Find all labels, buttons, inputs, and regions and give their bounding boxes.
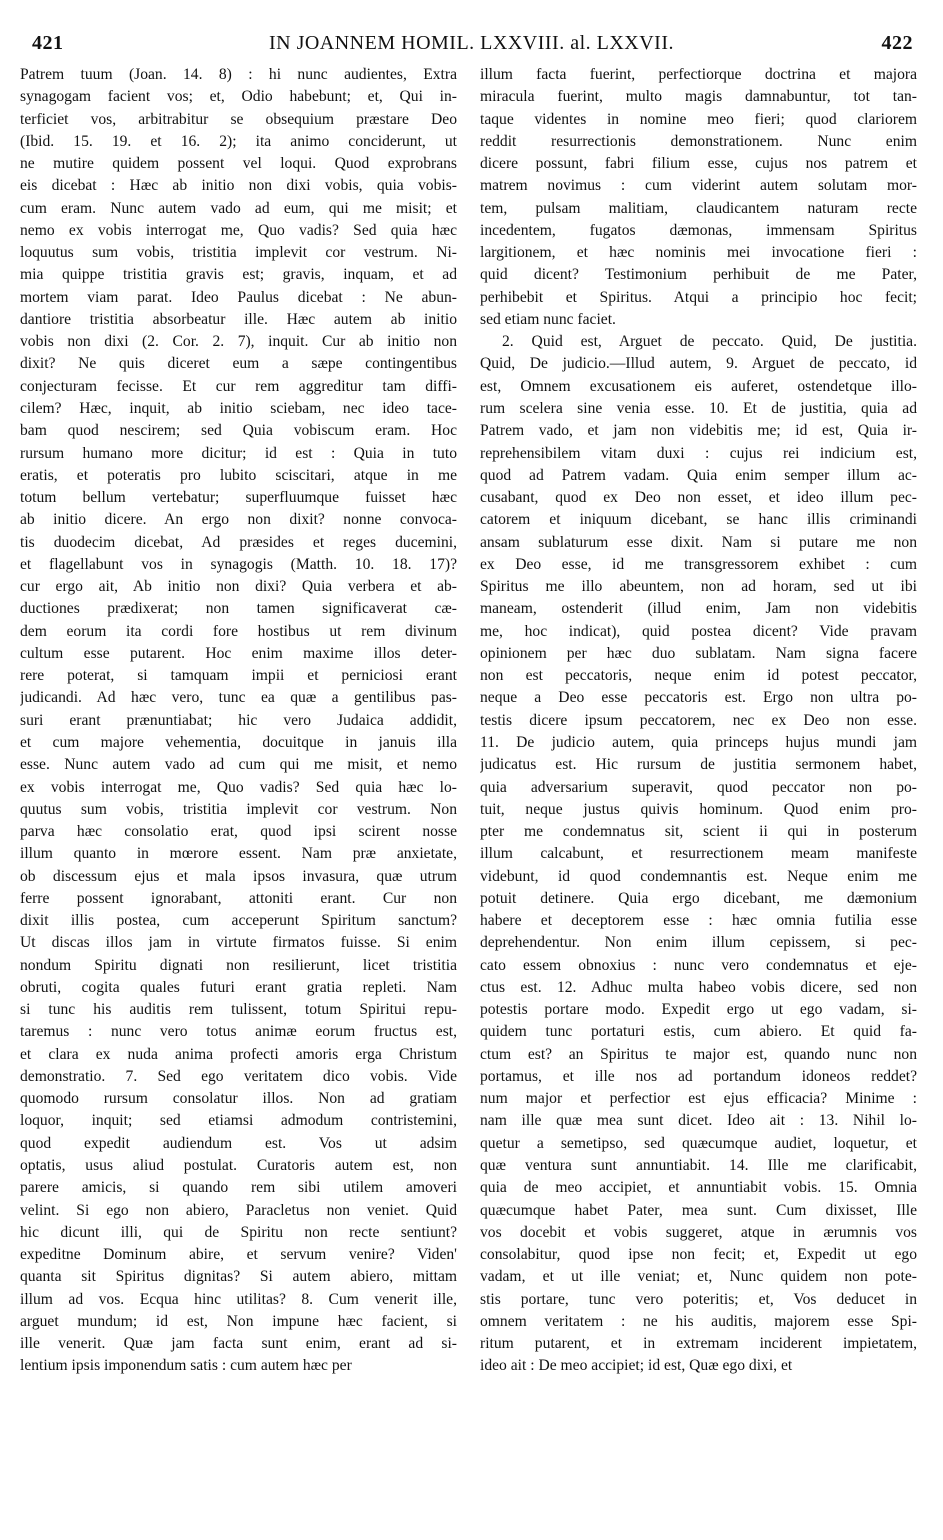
text-line: quia de meo accipiet, et annuntiabit vobis. 15. Omnia	[480, 1179, 917, 1197]
text-line: largitionem, et hæc nominis mei invocatione fieri :	[480, 244, 917, 262]
text-line: quetur a semetipso, sed quæcumque audiet, loquetur, et	[480, 1134, 917, 1152]
text-line: ex vobis interrogat me, Quo vadis? Sed quia hæc lo-	[20, 778, 457, 796]
text-line: mia quippe tristitia gravis est; gravis, inquam, et ad	[20, 266, 457, 284]
running-header	[0, 28, 943, 58]
text-line: deprehendentur. Non enim illum cepissem, si pec-	[480, 934, 917, 952]
text-line: quod expedit audiendum est. Vos ut adsim	[20, 1134, 457, 1152]
text-line: consolabitur, quod ipse non fecit; et, Expedit ut ego	[480, 1246, 917, 1264]
text-line: Quid, De judicio.—Illud autem, 9. Arguet de peccato, id	[480, 355, 917, 373]
text-line: illum facta fuerint, perfectiorque doctrina et majora	[480, 66, 917, 83]
text-line: et clara ex nuda anima profecti amoris erga Christum	[20, 1045, 457, 1063]
text-line: num major et perfectior est ejus efficacia? Minime :	[480, 1090, 917, 1108]
text-line: quia adversarium superavit, quod peccator non po-	[480, 778, 917, 796]
text-line: synagogam facient vos; et, Odio habebunt; et, Qui in-	[20, 88, 457, 106]
right-column	[480, 64, 917, 1378]
text-line: perhibebit et Spiritus. Atqui a principio hoc fecit;	[480, 288, 917, 306]
text-line: judicandi. Ad hæc vero, tunc ea quæ a gentilibus pas-	[20, 689, 457, 707]
text-line: nam ille quæ mea sunt dicet. Ideo ait : 13. Nihil lo-	[480, 1112, 917, 1130]
text-line: rum scelera sine venia esse. 10. Et de justitia, quia ad	[480, 399, 917, 417]
text-line: potuit detinere. Quia ergo dicebant, me dæmonium	[480, 889, 917, 907]
text-line: hic dicunt illi, qui de Spiritu non recte sentiunt?	[20, 1223, 457, 1241]
text-line: vadam, et ut ille veniat; et, Nunc quidem non pote-	[480, 1268, 917, 1286]
text-line: vos docebit et vobis suggeret, atque in ærumnis vos	[480, 1223, 917, 1241]
text-line: taremus : nunc vero totus animæ eorum fructus est,	[20, 1023, 457, 1041]
text-line: cultum esse putarent. Hoc enim maxime illos deter-	[20, 644, 457, 662]
text-line: loquutus sum vobis, tristitia implevit cor vestrum. Ni-	[20, 244, 457, 262]
text-line: mortem viam parat. Ideo Paulus dicebat : Ne abun-	[20, 288, 457, 306]
text-line: quutus sum vobis, tristitia implevit cor vestrum. Non	[20, 800, 457, 818]
text-line: tem, pulsam malitiam, claudicantem naturam recte	[480, 199, 917, 217]
text-line: illum quanto in mœrore essent. Nam præ anxietate,	[20, 845, 457, 863]
text-line: nemo ex vobis interrogat me, Quo vadis? Sed quia hæc	[20, 221, 457, 239]
text-line: tis duodecim dicebat, Ad præsides et reges ducemini,	[20, 533, 457, 551]
text-line: demonstratio. 7. Sed ego veritatem dico vobis. Vide	[20, 1067, 457, 1085]
text-line: ctum est? an Spiritus te major est, quando nunc non	[480, 1045, 917, 1063]
text-line: habere et deceptorem esse : hæc omnia futilia esse	[480, 912, 917, 930]
text-line: dixit illis postea, cum acceperunt Spiritum sanctum?	[20, 912, 457, 930]
text-line: obruti, cogita quales futuri erant gratia repleti. Nam	[20, 978, 457, 996]
text-line: loquor, inquit; sed etiamsi admodum contristemini,	[20, 1112, 457, 1130]
text-line: parere amicis, si quando rem sibi utilem amoveri	[20, 1179, 457, 1197]
text-line: velint. Si ego non abiero, Paracletus non veniet. Quid	[20, 1201, 457, 1219]
text-line: 11. De judicio autem, quia princeps hujus mundi jam	[480, 733, 917, 751]
left-column	[20, 64, 457, 1378]
text-line: ideo ait : De meo accipiet; id est, Quæ ego dixi, et	[480, 1357, 793, 1375]
text-line: nondum Spiritu dignati non resilierunt, licet tristitia	[20, 956, 457, 974]
text-line: tuit, neque justus quivis hominum. Quod enim pro-	[480, 800, 917, 818]
text-line: neque a Deo esse peccatoris est. Ergo non ultra po-	[480, 689, 917, 707]
page-number-right: 422	[881, 32, 913, 54]
text-line: ferre possent ignorabant, attoniti erant. Cur non	[20, 889, 457, 907]
text-line: stis portare, tunc vero poteritis; et, Vos deducet in	[480, 1290, 917, 1308]
text-line: arguet mundum; id est, Non impune hæc facient, si	[20, 1312, 457, 1330]
text-line: reddit resurrectionis demonstrationem. Nunc enim	[480, 132, 917, 150]
text-line: et flagellabunt vos in synagogis (Matth. 10. 18. 17)?	[20, 555, 457, 573]
text-line: eis dicebat : Hæc ab initio non dixi vobis, quia vobis-	[20, 177, 457, 195]
text-line: quanta sit Spiritus dignitas? Si autem abiero, mittam	[20, 1268, 457, 1286]
text-line: ductiones prædixerat; non tamen significaverat cæ-	[20, 600, 457, 618]
text-line: quæ ventura sunt annuntiabit. 14. Ille me clarificabit,	[480, 1157, 917, 1175]
text-line: est, Omnem excusationem eis auferet, ostendetque illo-	[480, 377, 917, 395]
text-line: vobis non dixi (2. Cor. 2. 7), inquit. Cur ab initio non	[20, 333, 457, 351]
text-line: cusabant, quod ex Deo non esset, et ideo illum pec-	[480, 489, 917, 507]
text-line: illum calcabunt, et resurrectionem meam manifeste	[480, 845, 917, 863]
text-line: ctus est. 12. Adhuc multa habeo vobis dicere, sed non	[480, 978, 917, 996]
text-line: potestis portare modo. Expedit ergo ut ego vadam, si-	[480, 1001, 917, 1019]
text-line: Ut discas illos jam in virtute firmatos fuisse. Si enim	[20, 934, 457, 952]
text-line: pter me condemnatus sit, scient ii qui in posterum	[480, 823, 917, 841]
text-line: dantiore tristitia absorbeatur ille. Hæc autem ab initio	[20, 310, 457, 328]
text-line: opinionem per hæc duo sublatam. Nam signa facere	[480, 644, 917, 662]
text-line: cur ergo ait, Ab initio non dixi? Quia verbera et ab-	[20, 578, 457, 596]
text-line: ob discessum ejus et mala ipsos invasura, quæ utrum	[20, 867, 457, 885]
text-line: quidem tunc portaturi estis, cum abiero. Et quid fa-	[480, 1023, 917, 1041]
text-line: suri erant prænuntiabat; hic vero Judaica addidit,	[20, 711, 457, 729]
text-line: et cum majore vehementia, docuitque in januis illa	[20, 733, 457, 751]
text-line: parva hæc consolatio erat, quod ipsi scirent nosse	[20, 823, 457, 841]
text-line: catorem et iniquum dicebant, se hanc illis criminandi	[480, 511, 917, 529]
text-line: Spiritus me illo abeuntem, non ad horam, sed ut ibi	[480, 578, 917, 596]
text-line: ab initio dicere. An ergo non dixit? nonne convoca-	[20, 511, 457, 529]
text-line: non est peccatoris, neque enim id potest peccator,	[480, 667, 917, 685]
text-line: ex Deo esse, id me transgressorem exhibet : cum	[480, 555, 917, 573]
text-line: quæcumque habet Pater, mea sunt. Cum dixisset, Ille	[480, 1201, 917, 1219]
text-line: 2. Quid est, Arguet de peccato. Quid, De justitia.	[502, 333, 917, 351]
text-line: optatis, usus aliud postulat. Curatoris autem est, non	[20, 1157, 457, 1175]
text-line: eratis, et poteratis pro lubito sciscitari, atque in me	[20, 466, 457, 484]
text-line: ritum putarent, et in extremam inciderent impietatem,	[480, 1335, 917, 1353]
text-line: totum bellum vertebatur; superfluumque fuisset hæc	[20, 489, 457, 507]
text-line: lentium ipsis imponendum satis : cum autem hæc per	[20, 1357, 352, 1375]
text-line: quod ad Patrem vadam. Quia enim semper illum ac-	[480, 466, 917, 484]
text-line: bam quod nescirem; sed Quia vobiscum eram. Hoc	[20, 422, 457, 440]
text-line: ansam sublaturum esse dixit. Nam si putare me non	[480, 533, 917, 551]
text-line: ne mutire quidem possent vel loqui. Quod exprobrans	[20, 155, 457, 173]
page-number-left: 421	[32, 32, 64, 54]
text-line: Patrem vado, et jam non videbitis me; id est, Quia ir-	[480, 422, 917, 440]
text-line: portamus, et ille nos ad portandum idoneos reddet?	[480, 1067, 917, 1085]
text-line: quid dicent? Testimonium perhibuit de me Pater,	[480, 266, 917, 284]
text-line: conjecturam fecisse. Et cur rem aggreditur tam diffi-	[20, 377, 457, 395]
text-line: miracula fuerint, multo magis damnabuntur, tot tan-	[480, 88, 917, 106]
text-line: dem eorum ita cordi fore hostibus ut rem divinum	[20, 622, 457, 640]
text-line: rursum humano more dicitur; id est : Quia in tuto	[20, 444, 457, 462]
running-title: IN JOANNEM HOMIL. LXXVIII. al. LXXVII.	[268, 32, 675, 54]
text-line: taque videntes in nomine meo fieri; quod clariorem	[480, 110, 917, 128]
text-line: dicere possunt, fabri filium esse, cujus nos patrem et	[480, 155, 917, 173]
text-line: cilem? Hæc, inquit, ab initio sciebam, nec ideo tace-	[20, 399, 457, 417]
text-line: illum ad vos. Ecqua hinc utilitas? 8. Cum venerit ille,	[20, 1290, 457, 1308]
text-line: esse. Nunc autem vado ad cum qui me misit, et nemo	[20, 756, 457, 774]
text-line: si tunc his auditis rem tulissent, totum Spiritui repu-	[20, 1001, 457, 1019]
text-line: expeditne Dominum abire, et servum venire? Viden'	[20, 1246, 457, 1264]
text-line: omnem veritatem : ne his auditis, majorem esse Spi-	[480, 1312, 917, 1330]
text-line: reprehensibilem vitam duxi : cujus rei indicium est,	[480, 444, 917, 462]
text-line: sed etiam nunc faciet.	[480, 310, 616, 328]
text-line: videbunt, id quod condemnantis est. Neque enim me	[480, 867, 917, 885]
text-line: judicatus est. Hic rursum de justitia sermonem habet,	[480, 756, 917, 774]
text-line: incedentem, fugatos dæmonas, immensam Spiritus	[480, 221, 917, 239]
text-line: maneam, ostenderit (illud enim, Jam non videbitis	[480, 600, 917, 618]
text-line: Patrem tuum (Joan. 14. 8) : hi nunc audientes, Extra	[20, 66, 457, 83]
text-line: terficiet vos, arbitrabitur se obsequium præstare Deo	[20, 110, 457, 128]
text-line: matrem novimus : cum viderint autem solutam mor-	[480, 177, 917, 195]
text-line: quomodo rursum consolatur illos. Non ad gratiam	[20, 1090, 457, 1108]
text-line: testis dicere ipsum peccatorem, nec ex Deo non esse.	[480, 711, 917, 729]
text-line: ille venerit. Quæ jam facta sunt enim, erant ad si-	[20, 1335, 457, 1353]
text-line: (Ibid. 15. 19. et 16. 2); ita animo conciderunt, ut	[20, 132, 457, 150]
text-line: me, hoc indicat), quid postea dicent? Vide pravam	[480, 622, 917, 640]
text-line: cum eram. Nunc autem vado ad eum, qui me misit; et	[20, 199, 457, 217]
text-line: cato essem obnoxius : nunc vero condemnatus et eje-	[480, 956, 917, 974]
text-line: rere poterat, si tamquam impii et perniciosi erant	[20, 667, 457, 685]
text-line: dixit? Ne quis diceret eum a sæpe contingentibus	[20, 355, 457, 373]
